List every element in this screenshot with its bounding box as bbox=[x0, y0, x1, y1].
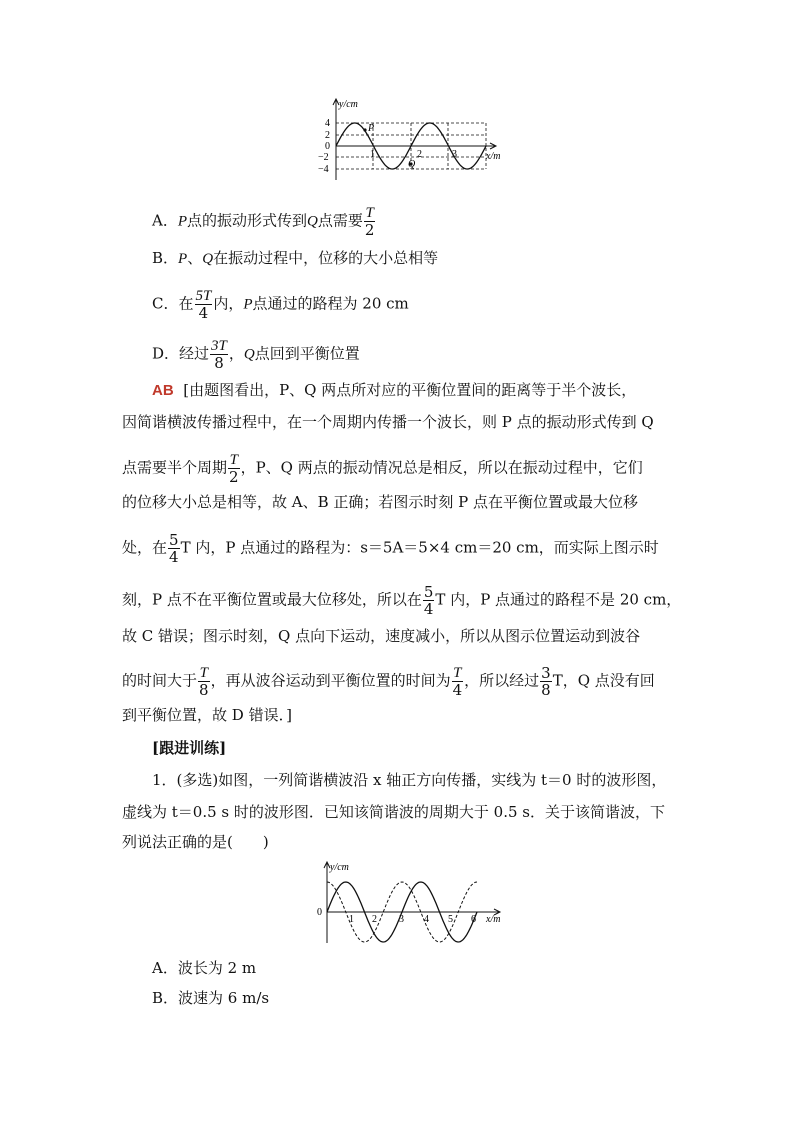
fraction: $\frac{5}{4}$ bbox=[169, 531, 179, 566]
answer-line-8: 的时间大于 $\frac{T}{8}$ ，再从波谷运动到平衡位置的时间为 $\frac{T}{4}$ ，所以经过 $\frac{3}{8}$ T，Q 点没有回 bbox=[122, 664, 655, 699]
graph1-ytick: 4 bbox=[325, 118, 330, 129]
graph2-xtick: 5 bbox=[448, 914, 453, 925]
question2-line-2: 虚线为 t＝0.5 s 时的波形图．已知该简谐波的周期大于 0.5 s．关于该简谐波，下 bbox=[122, 803, 665, 821]
graph2-xtick: 1 bbox=[349, 914, 354, 925]
graph2-y-label: y/cm bbox=[330, 862, 349, 873]
graph1-xtick: 1 bbox=[370, 149, 375, 160]
option2-a[interactable]: A．波长为 2 m bbox=[152, 959, 257, 977]
graph1-xtick: 2 bbox=[417, 149, 422, 160]
fraction: $\frac{3}{8}$ bbox=[541, 664, 551, 699]
point-p-label: P bbox=[368, 123, 375, 134]
graph1-ytick: 2 bbox=[325, 130, 330, 141]
answer-line-6: 刻，P 点不在平衡位置或最大位移处，所以在 $\frac{5}{4}$ T 内，P 点通过的路程不是 20 cm， bbox=[122, 583, 682, 618]
point-q-label: Q bbox=[408, 159, 416, 170]
fraction: $\frac{5T}{4}$ bbox=[195, 288, 212, 322]
answer-line-3: 点需要半个周期 $\frac{T}{2}$ ，P、Q 两点的振动情况总是相反，所以在振动过程中，它们 bbox=[122, 452, 643, 486]
fraction: $\frac{5}{4}$ bbox=[423, 583, 434, 618]
graph2-xtick: 6 bbox=[471, 914, 476, 925]
answer-line-5: 处，在 $\frac{5}{4}$ T 内，P 点通过的路程为：s＝5A＝5×4 cm＝20 cm，而实际上图示时 bbox=[122, 531, 659, 566]
graph2-xtick: 3 bbox=[399, 914, 404, 925]
graph2-origin: 0 bbox=[317, 907, 322, 918]
answer-line-7: 故 C 错误；图示时刻，Q 点向下运动，速度减小，所以从图示位置运动到波谷 bbox=[122, 627, 641, 645]
graph1-y-label: y/cm bbox=[339, 99, 358, 110]
question2-line-3: 列说法正确的是( ) bbox=[122, 833, 269, 851]
fraction: $\frac{3T}{8}$ bbox=[211, 338, 227, 372]
answer-key: AB bbox=[152, 382, 174, 399]
question2-line-1: 1．(多选)如图，一列简谐横波沿 x 轴正方向传播，实线为 t＝0 时的波形图， bbox=[152, 771, 667, 789]
answer-line-2: 因简谐横波传播过程中，在一个周期内传播一个波长，则 P 点的振动形式传到 Q bbox=[122, 413, 654, 431]
fraction: $\frac{T}{8}$ bbox=[199, 665, 209, 699]
graph1-ytick: 0 bbox=[325, 141, 330, 152]
option-a[interactable]: A．P点的振动形式传到Q点需要 $\frac{T}{2}$ bbox=[152, 205, 375, 239]
section-title: [跟进训练] bbox=[152, 739, 227, 757]
graph1-xtick: 3 bbox=[452, 149, 457, 160]
option-b[interactable]: B．P、Q在振动过程中，位移的大小总相等 bbox=[152, 249, 439, 267]
graph2-x-label: x/m bbox=[486, 914, 501, 925]
option-c[interactable]: C．在 $\frac{5T}{4}$ 内，P点通过的路程为 20 cm bbox=[152, 288, 409, 322]
fraction: $\frac{T}{2}$ bbox=[229, 452, 239, 486]
option-d[interactable]: D．经过 $\frac{3T}{8}$ ，Q点回到平衡位置 bbox=[152, 338, 360, 372]
graph2-xtick: 4 bbox=[424, 914, 429, 925]
fraction: $\frac{T}{4}$ bbox=[452, 665, 463, 699]
graph2-xtick: 2 bbox=[372, 914, 377, 925]
answer-line-4: 的位移大小总是相等，故 A、B 正确；若图示时刻 P 点在平衡位置或最大位移 bbox=[122, 493, 639, 511]
graph1-ytick: −2 bbox=[318, 152, 329, 163]
option2-b[interactable]: B．波速为 6 m/s bbox=[152, 989, 270, 1007]
graph1-x-label: x/m bbox=[486, 151, 501, 162]
wave-graph-2 bbox=[310, 856, 510, 948]
answer-line-1: AB [由题图看出，P、Q 两点所对应的平衡位置间的距离等于半个波长， bbox=[152, 381, 637, 399]
fraction: $\frac{T}{2}$ bbox=[364, 205, 375, 239]
answer-line-9: 到平衡位置，故 D 错误．] bbox=[122, 706, 292, 724]
graph1-ytick: −4 bbox=[318, 164, 329, 175]
wave-graph-1 bbox=[310, 94, 510, 186]
